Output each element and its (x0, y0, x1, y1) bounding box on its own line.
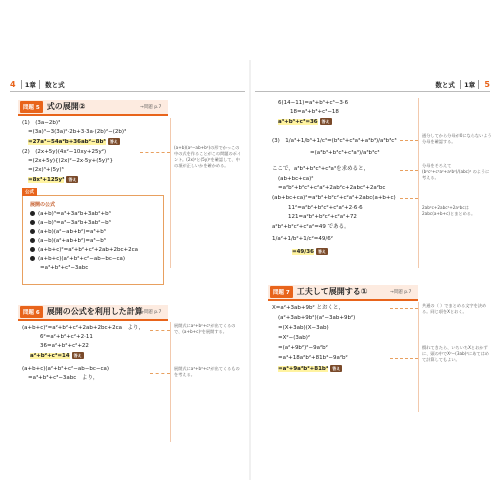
math-line: =X²−(3ab)² (278, 335, 311, 341)
math-line: 11²=a²b²+b²c²+c²a²+2·6·6 (288, 205, 363, 211)
math-line: (a²+3ab+9b²)(a²−3ab+9b²) (278, 315, 356, 321)
answer-line: =a⁴+9a²b²+81b⁴ 答え (278, 366, 341, 372)
math-line: ここで，a³b³+b³c³+c³a³を求めると， (272, 166, 370, 172)
note-rule (418, 98, 419, 268)
note-connector (400, 198, 418, 199)
math-line: 6(14−11)=a³+b³+c³−3·6 (278, 100, 349, 106)
math-line: =(2x+5y){(2x)²−2x·5y+(5y)²} (28, 158, 113, 164)
math-line: 121=a²b²+b²c²+c²a²+72 (288, 214, 357, 220)
problem-tag: 問題 7 (270, 286, 293, 298)
math-line: 6²=a²+b²+c²+2·11 (40, 334, 93, 340)
problem-6-header (20, 305, 143, 318)
formula-item: (a+b)³=a³+3a²b+3ab²+b³ (30, 211, 111, 218)
answer-badge: 答え (73, 353, 82, 358)
answer-line: a³+b³+c³=36 答え (278, 119, 330, 125)
note-connector (390, 308, 418, 309)
math-line: X=a²+3ab+9b² とおくと， (272, 305, 344, 311)
problem-tag: 問題 5 (20, 101, 43, 113)
chapter-label: 1章 (460, 80, 479, 89)
math-line: (ab+bc+ca)²=a²b²+b²c²+c²a²+2abc(a+b+c) (272, 195, 396, 201)
math-line: (ab+bc+ca)² (278, 176, 314, 182)
formula-tag: 公式 (22, 188, 37, 196)
math-line: (2) (2x+5y)(4x²−10xy+25y²) (22, 149, 107, 155)
math-line: (a+b+c)(a²+b²+c²−ab−bc−ca) (22, 366, 109, 372)
problem-link[interactable]: →問題 p.7 (140, 310, 162, 315)
math-line: (a+b+c)²=a²+b²+c²+2ab+2bc+2ca より， (22, 325, 145, 331)
formula-item: =a³+b³+c³−3abc (40, 265, 89, 271)
note-connector (150, 330, 170, 331)
math-line: 1/a²+1/b²+1/c²=49/6² (272, 236, 333, 242)
formula-item: (a+b+c)(a²+b²+c²−ab−bc−ca) (30, 256, 125, 263)
right-page (250, 0, 500, 500)
section-title: 数と式 (435, 81, 455, 89)
answer-badge: 答え (317, 249, 326, 254)
side-note: 2ab²c+2abc²+2a²bcは2abc(a+b+c)とまとめる。 (422, 205, 476, 216)
right-header (435, 80, 490, 90)
side-note: (a+b)(a²−ab+b²)の形でかっこの中の式を作ることがこの問題のポイント。(2x)²と(5y)²を確認して、中の項が正しいかを確かめる。 (174, 145, 242, 168)
answer-line: a²+b²+c²=14 答え (30, 353, 82, 359)
left-header (10, 80, 65, 90)
problem-title: 式の展開② (46, 102, 86, 111)
page-number: 5 (484, 80, 490, 89)
problem-rule (18, 319, 168, 321)
math-line: =(3a)³−3(3a)²·2b+3·3a·(2b)²−(2b)³ (28, 129, 127, 135)
math-line: =(a²+9b²)²−9a²b² (278, 345, 328, 351)
side-note: 慣れてきたら、いちいちXとおかずに、頭の中でX²−(3ab)²にあてはめて計算してもよい。 (422, 345, 489, 362)
math-line: =(X+3ab)(X−3ab) (278, 325, 329, 331)
math-line: a²b²+b²c²+c²a²=49 である。 (272, 224, 350, 230)
chapter-label: 1章 (21, 80, 40, 89)
math-line: (3) 1/a³+1/b³+1/c³=(b³c³+c³a³+a³b³)/a³b³c³ (272, 138, 397, 144)
note-rule (418, 302, 419, 412)
note-rule (170, 322, 171, 442)
problem-7-header (270, 285, 368, 298)
answer-badge: 答え (332, 366, 341, 371)
answer-badge: 答え (68, 177, 77, 182)
math-line: =(2x)³+(5y)³ (28, 167, 64, 173)
math-line: 18=a³+b³+c³−18 (290, 109, 339, 115)
answer-badge: 答え (321, 119, 330, 124)
formula-item: (a−b)(a²+ab+b²)=a³−b³ (30, 238, 106, 245)
math-line: =a²b²+b²c²+c²a²+2ab²c+2abc²+2a²bc (278, 185, 386, 191)
header-rule (255, 91, 490, 92)
page-number: 4 (10, 80, 16, 89)
math-line: =a⁴+18a²b²+81b⁴−9a²b² (278, 355, 348, 361)
note-connector (400, 140, 418, 141)
problem-link[interactable]: →問題 p.7 (390, 290, 412, 295)
math-line: =a³+b³+c³−3abc より， (28, 375, 99, 381)
note-connector (390, 358, 418, 359)
answer-line: =8x³+125y³ 答え (28, 177, 77, 183)
problem-title: 展開の公式を利用した計算 (46, 307, 143, 316)
side-note: 展開式にa²+b²+c²が出てくるので、(a+b+c)²を展開する。 (174, 323, 236, 334)
problem-5-header (20, 100, 86, 113)
problem-link[interactable]: →問題 p.7 (140, 105, 162, 110)
answer-line: =49/36 答え (292, 249, 326, 255)
side-note: 分母をそろえて(b²c²+c²a²+a²b²)/(abc)² のように考える。 (422, 163, 490, 180)
formula-item: (a+b+c)²=a²+b²+c²+2ab+2bc+2ca (30, 247, 138, 254)
math-line: 36=a²+b²+c²+22 (40, 343, 89, 349)
problem-tag: 問題 6 (20, 306, 43, 318)
formula-item: (a−b)³=a³−3a²b+3ab²−b³ (30, 220, 111, 227)
problem-rule (268, 299, 418, 301)
note-connector (150, 373, 170, 374)
side-note: 展開式にa³+b³+c³が出てくるものを考える。 (174, 366, 240, 377)
note-connector (400, 170, 418, 171)
section-title: 数と式 (45, 81, 65, 89)
problem-title: 工夫して展開する① (296, 287, 368, 296)
answer-badge: 答え (109, 139, 118, 144)
side-note: 共通の（ ）でまとめる文字を決める。同じ項をXとおく。 (422, 303, 487, 314)
answer-line: =27a³−54a²b+36ab²−8b³ 答え (28, 139, 118, 145)
note-rule (170, 118, 171, 268)
math-line: =(a³b³+b³c³+c³a³)/a³b³c³ (310, 150, 380, 156)
formula-title: 展開の公式 (30, 202, 56, 208)
side-note: 通分してから分母が0にならないよう分母を確認する。 (422, 133, 492, 144)
math-line: (1) (3a−2b)³ (22, 120, 61, 126)
header-rule (10, 91, 245, 92)
formula-item: (a+b)(a²−ab+b²)=a³+b³ (30, 229, 106, 236)
note-connector (140, 152, 170, 153)
problem-rule (18, 114, 168, 116)
